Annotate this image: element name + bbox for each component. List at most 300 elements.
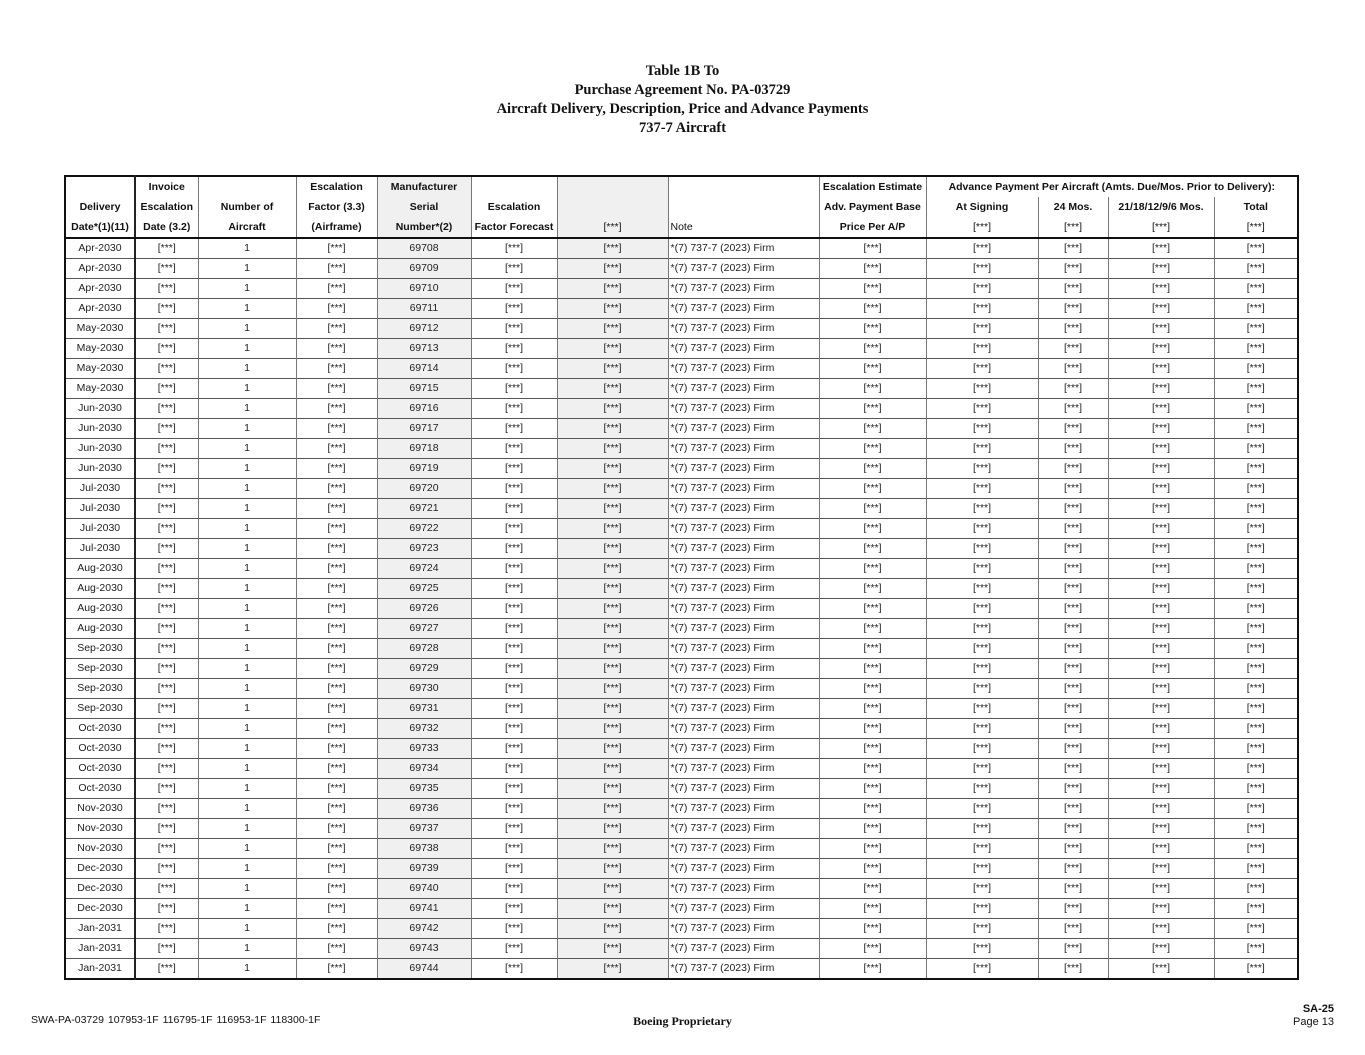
header-24-mos: 24 Mos. (1038, 197, 1108, 217)
cell-invoice-escalation: [***] (135, 819, 198, 839)
table-row (65, 339, 1298, 359)
cell-escalation-forecast: [***] (471, 639, 557, 659)
cell-at-signing: [***] (926, 479, 1038, 499)
cell-note: *(7) 737-7 (2023) Firm (668, 459, 819, 479)
cell-at-signing: [***] (926, 659, 1038, 679)
header-escalation-factor: Escalation (296, 176, 377, 197)
cell-redacted: [***] (557, 759, 668, 779)
cell-invoice-escalation: [***] (135, 639, 198, 659)
cell-at-signing: [***] (926, 759, 1038, 779)
cell-21-6-mos: [***] (1108, 459, 1214, 479)
cell-number-of-aircraft: 1 (198, 399, 296, 419)
cell-21-6-mos: [***] (1108, 359, 1214, 379)
cell-redacted: [***] (557, 819, 668, 839)
cell-escalation-factor: [***] (296, 238, 377, 259)
cell-serial-number: 69736 (377, 799, 471, 819)
cell-redacted: [***] (557, 399, 668, 419)
cell-number-of-aircraft: 1 (198, 238, 296, 259)
header-escalation-estimate: Escalation Estimate (819, 176, 926, 197)
table-row (65, 599, 1298, 619)
cell-invoice-escalation: [***] (135, 859, 198, 879)
cell-note: *(7) 737-7 (2023) Firm (668, 379, 819, 399)
cell-total: [***] (1214, 259, 1298, 279)
cell-24-mos: [***] (1038, 359, 1108, 379)
cell-21-6-mos: [***] (1108, 579, 1214, 599)
cell-escalation-factor: [***] (296, 699, 377, 719)
cell-at-signing: [***] (926, 519, 1038, 539)
header-invoice-escalation: Escalation (135, 197, 198, 217)
cell-escalation-estimate: [***] (819, 659, 926, 679)
cell-invoice-escalation: [***] (135, 579, 198, 599)
cell-redacted: [***] (557, 339, 668, 359)
cell-at-signing: [***] (926, 919, 1038, 939)
cell-redacted: [***] (557, 699, 668, 719)
cell-invoice-escalation: [***] (135, 339, 198, 359)
cell-escalation-factor: [***] (296, 399, 377, 419)
cell-escalation-estimate: [***] (819, 639, 926, 659)
header-21-6-mos-value: [***] (1108, 217, 1214, 238)
cell-total: [***] (1214, 319, 1298, 339)
cell-delivery-date: May-2030 (65, 379, 135, 399)
cell-delivery-date: Sep-2030 (65, 679, 135, 699)
cell-delivery-date: Jan-2031 (65, 959, 135, 980)
cell-at-signing: [***] (926, 619, 1038, 639)
cell-24-mos: [***] (1038, 759, 1108, 779)
header-note (668, 197, 819, 217)
cell-total: [***] (1214, 279, 1298, 299)
cell-number-of-aircraft: 1 (198, 299, 296, 319)
cell-24-mos: [***] (1038, 339, 1108, 359)
cell-note: *(7) 737-7 (2023) Firm (668, 659, 819, 679)
cell-delivery-date: Jun-2030 (65, 419, 135, 439)
cell-escalation-estimate: [***] (819, 439, 926, 459)
cell-escalation-estimate: [***] (819, 399, 926, 419)
cell-redacted: [***] (557, 879, 668, 899)
cell-invoice-escalation: [***] (135, 919, 198, 939)
cell-number-of-aircraft: 1 (198, 599, 296, 619)
cell-note: *(7) 737-7 (2023) Firm (668, 819, 819, 839)
cell-serial-number: 69732 (377, 719, 471, 739)
cell-at-signing: [***] (926, 259, 1038, 279)
cell-24-mos: [***] (1038, 519, 1108, 539)
cell-delivery-date: May-2030 (65, 359, 135, 379)
cell-note: *(7) 737-7 (2023) Firm (668, 319, 819, 339)
cell-escalation-estimate: [***] (819, 679, 926, 699)
cell-invoice-escalation: [***] (135, 379, 198, 399)
cell-serial-number: 69710 (377, 279, 471, 299)
cell-escalation-factor: [***] (296, 439, 377, 459)
cell-serial-number: 69711 (377, 299, 471, 319)
cell-number-of-aircraft: 1 (198, 619, 296, 639)
cell-total: [***] (1214, 919, 1298, 939)
cell-note: *(7) 737-7 (2023) Firm (668, 299, 819, 319)
cell-escalation-factor: [***] (296, 599, 377, 619)
table-row (65, 319, 1298, 339)
cell-invoice-escalation: [***] (135, 259, 198, 279)
cell-24-mos: [***] (1038, 539, 1108, 559)
cell-redacted: [***] (557, 479, 668, 499)
cell-invoice-escalation: [***] (135, 759, 198, 779)
cell-21-6-mos: [***] (1108, 238, 1214, 259)
cell-24-mos: [***] (1038, 238, 1108, 259)
cell-total: [***] (1214, 379, 1298, 399)
cell-at-signing: [***] (926, 399, 1038, 419)
cell-serial-number: 69723 (377, 539, 471, 559)
cell-escalation-factor: [***] (296, 559, 377, 579)
cell-invoice-escalation: [***] (135, 439, 198, 459)
cell-delivery-date: May-2030 (65, 319, 135, 339)
cell-21-6-mos: [***] (1108, 719, 1214, 739)
cell-note: *(7) 737-7 (2023) Firm (668, 259, 819, 279)
cell-escalation-factor: [***] (296, 259, 377, 279)
cell-24-mos: [***] (1038, 619, 1108, 639)
cell-escalation-estimate: [***] (819, 319, 926, 339)
cell-24-mos: [***] (1038, 479, 1108, 499)
table-row (65, 299, 1298, 319)
cell-total: [***] (1214, 539, 1298, 559)
cell-number-of-aircraft: 1 (198, 839, 296, 859)
cell-delivery-date: Apr-2030 (65, 238, 135, 259)
cell-serial-number: 69731 (377, 699, 471, 719)
cell-24-mos: [***] (1038, 559, 1108, 579)
cell-at-signing: [***] (926, 559, 1038, 579)
cell-at-signing: [***] (926, 939, 1038, 959)
cell-redacted: [***] (557, 839, 668, 859)
cell-escalation-estimate: [***] (819, 599, 926, 619)
cell-redacted: [***] (557, 519, 668, 539)
cell-note: *(7) 737-7 (2023) Firm (668, 939, 819, 959)
cell-24-mos: [***] (1038, 919, 1108, 939)
cell-total: [***] (1214, 399, 1298, 419)
cell-note: *(7) 737-7 (2023) Firm (668, 719, 819, 739)
cell-at-signing: [***] (926, 279, 1038, 299)
cell-note: *(7) 737-7 (2023) Firm (668, 859, 819, 879)
header-number-of-aircraft: Number of (198, 197, 296, 217)
cell-24-mos: [***] (1038, 779, 1108, 799)
cell-21-6-mos: [***] (1108, 599, 1214, 619)
footer-page-info (1293, 1003, 1334, 1029)
cell-invoice-escalation: [***] (135, 959, 198, 980)
cell-24-mos: [***] (1038, 899, 1108, 919)
cell-escalation-estimate: [***] (819, 519, 926, 539)
cell-24-mos: [***] (1038, 799, 1108, 819)
header-invoice-escalation: Date (3.2) (135, 217, 198, 238)
cell-redacted: [***] (557, 599, 668, 619)
cell-note: *(7) 737-7 (2023) Firm (668, 779, 819, 799)
cell-at-signing: [***] (926, 779, 1038, 799)
header-24-mos-value: [***] (1038, 217, 1108, 238)
footer-sa-number: SA-25 (1302, 1003, 1334, 1015)
cell-number-of-aircraft: 1 (198, 359, 296, 379)
cell-note: *(7) 737-7 (2023) Firm (668, 899, 819, 919)
cell-redacted: [***] (557, 379, 668, 399)
cell-number-of-aircraft: 1 (198, 799, 296, 819)
cell-number-of-aircraft: 1 (198, 459, 296, 479)
cell-number-of-aircraft: 1 (198, 699, 296, 719)
cell-escalation-estimate: [***] (819, 499, 926, 519)
cell-escalation-forecast: [***] (471, 359, 557, 379)
cell-escalation-forecast: [***] (471, 579, 557, 599)
cell-redacted: [***] (557, 679, 668, 699)
cell-at-signing: [***] (926, 799, 1038, 819)
header-number-of-aircraft: Aircraft (198, 217, 296, 238)
cell-invoice-escalation: [***] (135, 899, 198, 919)
cell-escalation-forecast: [***] (471, 439, 557, 459)
cell-24-mos: [***] (1038, 879, 1108, 899)
cell-escalation-forecast: [***] (471, 259, 557, 279)
cell-21-6-mos: [***] (1108, 679, 1214, 699)
header-delivery-date (65, 176, 135, 197)
cell-escalation-estimate: [***] (819, 859, 926, 879)
header-redacted (557, 197, 668, 217)
cell-total: [***] (1214, 339, 1298, 359)
cell-number-of-aircraft: 1 (198, 659, 296, 679)
cell-invoice-escalation: [***] (135, 779, 198, 799)
cell-at-signing: [***] (926, 339, 1038, 359)
cell-escalation-forecast: [***] (471, 739, 557, 759)
header-advance-payment-group: Advance Payment Per Aircraft (Amts. Due/Mos. Prior to Delivery): (926, 176, 1298, 197)
cell-at-signing: [***] (926, 739, 1038, 759)
cell-escalation-factor: [***] (296, 319, 377, 339)
cell-delivery-date: Nov-2030 (65, 799, 135, 819)
cell-note: *(7) 737-7 (2023) Firm (668, 559, 819, 579)
cell-21-6-mos: [***] (1108, 439, 1214, 459)
cell-delivery-date: Dec-2030 (65, 879, 135, 899)
cell-delivery-date: Nov-2030 (65, 819, 135, 839)
cell-redacted: [***] (557, 259, 668, 279)
cell-at-signing: [***] (926, 499, 1038, 519)
cell-24-mos: [***] (1038, 399, 1108, 419)
title-line-4: 737-7 Aircraft (638, 120, 727, 136)
cell-21-6-mos: [***] (1108, 779, 1214, 799)
cell-delivery-date: Aug-2030 (65, 559, 135, 579)
cell-redacted: [***] (557, 579, 668, 599)
cell-escalation-factor: [***] (296, 419, 377, 439)
cell-note: *(7) 737-7 (2023) Firm (668, 739, 819, 759)
cell-escalation-factor: [***] (296, 679, 377, 699)
header-serial-number: Serial (377, 197, 471, 217)
cell-number-of-aircraft: 1 (198, 579, 296, 599)
table-row (65, 859, 1298, 879)
table-row (65, 919, 1298, 939)
header-invoice-escalation: Invoice (135, 176, 198, 197)
table-row (65, 619, 1298, 639)
cell-delivery-date: Jul-2030 (65, 499, 135, 519)
cell-escalation-estimate: [***] (819, 879, 926, 899)
cell-number-of-aircraft: 1 (198, 499, 296, 519)
cell-serial-number: 69737 (377, 819, 471, 839)
cell-invoice-escalation: [***] (135, 679, 198, 699)
cell-escalation-factor: [***] (296, 759, 377, 779)
cell-delivery-date: Aug-2030 (65, 619, 135, 639)
header-escalation-forecast: Escalation (471, 197, 557, 217)
cell-escalation-forecast: [***] (471, 659, 557, 679)
cell-note: *(7) 737-7 (2023) Firm (668, 238, 819, 259)
cell-escalation-factor: [***] (296, 959, 377, 980)
table-row (65, 499, 1298, 519)
cell-note: *(7) 737-7 (2023) Firm (668, 479, 819, 499)
header-at-signing-value: [***] (926, 217, 1038, 238)
title-line-2: Purchase Agreement No. PA-03729 (574, 82, 791, 98)
title-line-1: Table 1B To (645, 63, 720, 79)
cell-24-mos: [***] (1038, 739, 1108, 759)
cell-21-6-mos: [***] (1108, 619, 1214, 639)
cell-redacted: [***] (557, 739, 668, 759)
cell-invoice-escalation: [***] (135, 559, 198, 579)
table-row (65, 819, 1298, 839)
header-delivery-date: Date*(1)(11) (65, 217, 135, 238)
cell-escalation-forecast: [***] (471, 499, 557, 519)
cell-number-of-aircraft: 1 (198, 859, 296, 879)
cell-note: *(7) 737-7 (2023) Firm (668, 879, 819, 899)
cell-escalation-estimate: [***] (819, 799, 926, 819)
cell-escalation-estimate: [***] (819, 839, 926, 859)
header-delivery-date: Delivery (79, 201, 121, 213)
cell-escalation-estimate: [***] (819, 579, 926, 599)
cell-escalation-factor: [***] (296, 499, 377, 519)
cell-total: [***] (1214, 299, 1298, 319)
header-21-6-mos: 21/18/12/9/6 Mos. (1108, 197, 1214, 217)
cell-escalation-estimate: [***] (819, 539, 926, 559)
table-row (65, 439, 1298, 459)
cell-escalation-estimate: [***] (819, 479, 926, 499)
cell-number-of-aircraft: 1 (198, 719, 296, 739)
cell-escalation-estimate: [***] (819, 939, 926, 959)
cell-24-mos: [***] (1038, 499, 1108, 519)
header-escalation-estimate: Price Per A/P (819, 217, 926, 238)
cell-escalation-estimate: [***] (819, 279, 926, 299)
cell-invoice-escalation: [***] (135, 539, 198, 559)
cell-total: [***] (1214, 699, 1298, 719)
header-serial-number: Number*(2) (377, 217, 471, 238)
cell-total: [***] (1214, 359, 1298, 379)
cell-total: [***] (1214, 619, 1298, 639)
cell-escalation-forecast: [***] (471, 559, 557, 579)
cell-escalation-forecast: [***] (471, 459, 557, 479)
cell-escalation-factor: [***] (296, 719, 377, 739)
cell-escalation-forecast: [***] (471, 379, 557, 399)
cell-note: *(7) 737-7 (2023) Firm (668, 959, 819, 980)
cell-total: [***] (1214, 719, 1298, 739)
cell-note: *(7) 737-7 (2023) Firm (668, 539, 819, 559)
table-row (65, 419, 1298, 439)
table-row (65, 939, 1298, 959)
cell-escalation-forecast: [***] (471, 339, 557, 359)
cell-21-6-mos: [***] (1108, 259, 1214, 279)
cell-redacted: [***] (557, 779, 668, 799)
cell-at-signing: [***] (926, 699, 1038, 719)
header-number-of-aircraft (198, 176, 296, 197)
cell-24-mos: [***] (1038, 939, 1108, 959)
cell-invoice-escalation: [***] (135, 359, 198, 379)
cell-escalation-factor: [***] (296, 279, 377, 299)
cell-total: [***] (1214, 759, 1298, 779)
table-row (65, 238, 1298, 259)
cell-serial-number: 69709 (377, 259, 471, 279)
cell-21-6-mos: [***] (1108, 839, 1214, 859)
cell-at-signing: [***] (926, 379, 1038, 399)
cell-24-mos: [***] (1038, 679, 1108, 699)
cell-escalation-estimate: [***] (819, 419, 926, 439)
cell-total: [***] (1214, 839, 1298, 859)
cell-note: *(7) 737-7 (2023) Firm (668, 339, 819, 359)
table-row (65, 559, 1298, 579)
table-row (65, 479, 1298, 499)
footer-document-ids: SWA-PA-03729 107953-1F 116795-1F 116953-1F 118300-1F (31, 1014, 321, 1026)
cell-escalation-factor: [***] (296, 459, 377, 479)
cell-note: *(7) 737-7 (2023) Firm (668, 279, 819, 299)
cell-serial-number: 69720 (377, 479, 471, 499)
cell-at-signing: [***] (926, 819, 1038, 839)
cell-delivery-date: Jul-2030 (65, 519, 135, 539)
cell-serial-number: 69727 (377, 619, 471, 639)
document-title (0, 62, 1365, 138)
cell-delivery-date: Dec-2030 (65, 859, 135, 879)
cell-note: *(7) 737-7 (2023) Firm (668, 519, 819, 539)
cell-escalation-estimate: [***] (819, 959, 926, 980)
cell-total: [***] (1214, 939, 1298, 959)
cell-at-signing: [***] (926, 899, 1038, 919)
cell-delivery-date: Jul-2030 (65, 539, 135, 559)
cell-21-6-mos: [***] (1108, 899, 1214, 919)
table-row (65, 259, 1298, 279)
cell-21-6-mos: [***] (1108, 419, 1214, 439)
table-body (65, 238, 1298, 979)
cell-escalation-factor: [***] (296, 899, 377, 919)
cell-21-6-mos: [***] (1108, 959, 1214, 980)
cell-at-signing: [***] (926, 959, 1038, 980)
cell-redacted: [***] (557, 659, 668, 679)
table-row (65, 719, 1298, 739)
cell-redacted: [***] (557, 619, 668, 639)
cell-serial-number: 69742 (377, 919, 471, 939)
cell-delivery-date: Apr-2030 (65, 299, 135, 319)
cell-21-6-mos: [***] (1108, 939, 1214, 959)
cell-escalation-estimate: [***] (819, 619, 926, 639)
cell-total: [***] (1214, 879, 1298, 899)
cell-escalation-forecast: [***] (471, 319, 557, 339)
cell-at-signing: [***] (926, 719, 1038, 739)
cell-at-signing: [***] (926, 859, 1038, 879)
cell-escalation-estimate: [***] (819, 459, 926, 479)
cell-escalation-estimate: [***] (819, 779, 926, 799)
cell-invoice-escalation: [***] (135, 238, 198, 259)
cell-escalation-forecast: [***] (471, 419, 557, 439)
cell-invoice-escalation: [***] (135, 799, 198, 819)
cell-redacted: [***] (557, 559, 668, 579)
cell-escalation-estimate: [***] (819, 819, 926, 839)
cell-serial-number: 69724 (377, 559, 471, 579)
cell-total: [***] (1214, 779, 1298, 799)
cell-24-mos: [***] (1038, 699, 1108, 719)
cell-redacted: [***] (557, 539, 668, 559)
cell-total: [***] (1214, 639, 1298, 659)
cell-escalation-estimate: [***] (819, 919, 926, 939)
table-row (65, 519, 1298, 539)
cell-note: *(7) 737-7 (2023) Firm (668, 399, 819, 419)
cell-number-of-aircraft: 1 (198, 559, 296, 579)
cell-21-6-mos: [***] (1108, 859, 1214, 879)
cell-redacted: [***] (557, 499, 668, 519)
cell-total: [***] (1214, 579, 1298, 599)
cell-redacted: [***] (557, 899, 668, 919)
cell-escalation-factor: [***] (296, 519, 377, 539)
cell-at-signing: [***] (926, 579, 1038, 599)
cell-total: [***] (1214, 519, 1298, 539)
cell-at-signing: [***] (926, 299, 1038, 319)
cell-escalation-factor: [***] (296, 799, 377, 819)
header-escalation-forecast (471, 176, 557, 197)
